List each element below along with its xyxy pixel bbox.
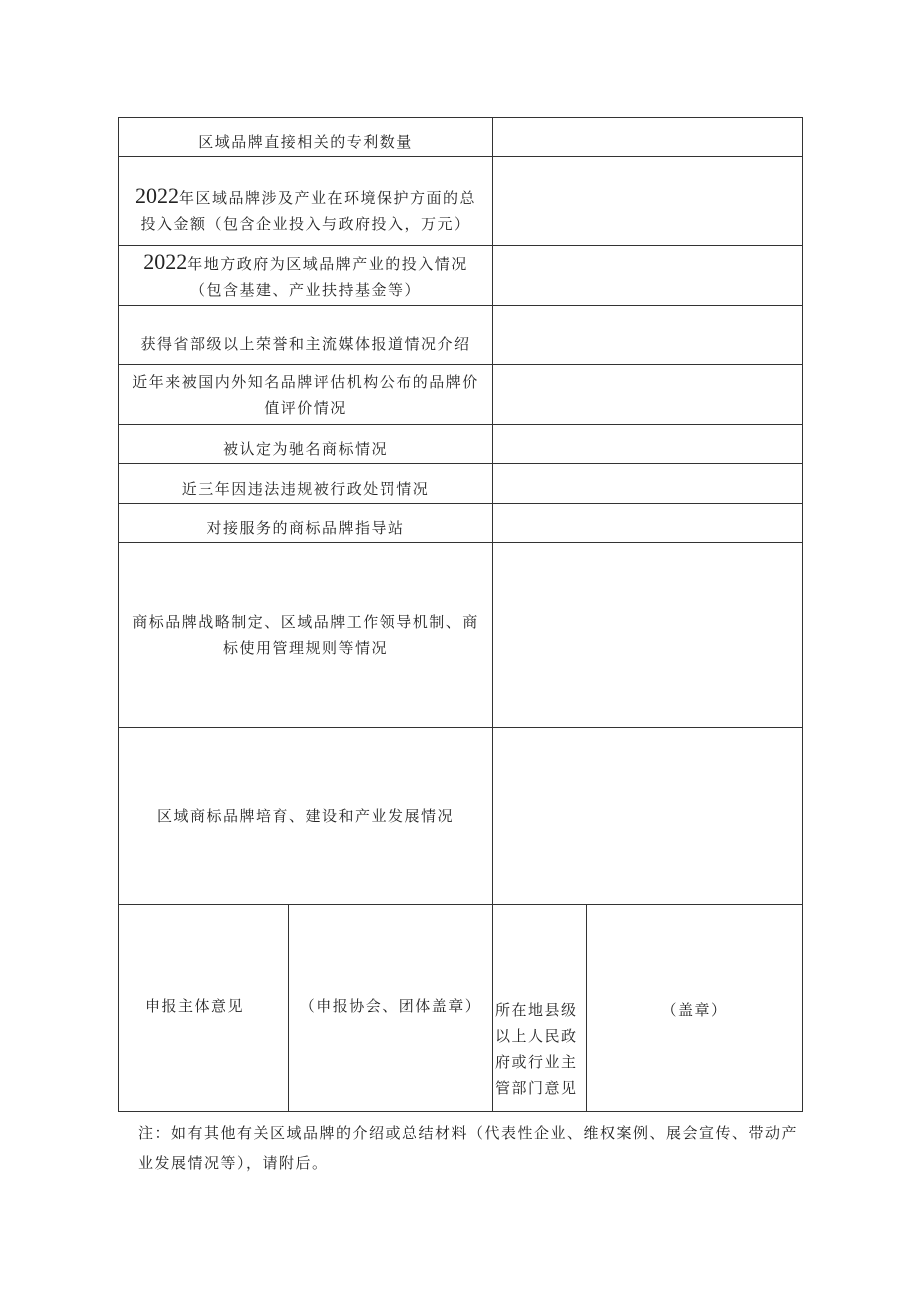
table-row: [119, 543, 803, 728]
row-value[interactable]: [493, 306, 803, 365]
row-value[interactable]: [493, 543, 803, 728]
row-label: 近年来被国内外知名品牌评估机构公布的品牌价值评价情况: [119, 365, 493, 425]
row-label: 区域品牌直接相关的专利数量: [119, 118, 493, 157]
row-value[interactable]: [493, 504, 803, 543]
table-row: [119, 157, 803, 246]
row-value[interactable]: [493, 246, 803, 306]
row-value[interactable]: [493, 365, 803, 425]
row-label: 区域商标品牌培育、建设和产业发展情况: [119, 728, 493, 905]
table-row: [119, 464, 803, 504]
row-label: [119, 157, 493, 246]
table-row: [119, 728, 803, 905]
government-stamp-area: （盖章）: [587, 905, 803, 1112]
applicant-opinion-label: 申报主体意见: [119, 905, 289, 1112]
application-form-table: [118, 117, 803, 1112]
table-row: [119, 246, 803, 306]
row-label: 对接服务的商标品牌指导站: [119, 504, 493, 543]
table-row: [119, 306, 803, 365]
applicant-stamp-area: （申报协会、团体盖章）: [289, 905, 493, 1112]
row-label: 被认定为驰名商标情况: [119, 425, 493, 464]
row-value[interactable]: [493, 728, 803, 905]
row-value[interactable]: [493, 118, 803, 157]
signature-row: [119, 905, 803, 1112]
row-label: 近三年因违法违规被行政处罚情况: [119, 464, 493, 504]
table-row: [119, 118, 803, 157]
row-label-text: 年区域品牌涉及产业在环境保护方面的总投入金额（包含企业投入与政府投入，万元）: [140, 189, 477, 233]
government-opinion-label: 所在地县级以上人民政府或行业主管部门意见: [493, 905, 587, 1112]
row-year: 2022: [135, 183, 179, 208]
table-row: [119, 504, 803, 543]
table-row: [119, 425, 803, 464]
footnote: 注：如有其他有关区域品牌的介绍或总结材料（代表性企业、维权案例、展会宣传、带动产业发展情况等），请附后。: [138, 1124, 799, 1172]
row-value[interactable]: [493, 425, 803, 464]
row-label: [119, 246, 493, 306]
row-value[interactable]: [493, 157, 803, 246]
row-year: 2022: [143, 248, 188, 274]
row-label: 获得省部级以上荣誉和主流媒体报道情况介绍: [119, 306, 493, 365]
row-label-text: 年地方政府为区域品牌产业的投入情况（包含基建、产业扶持基金等）: [187, 254, 468, 299]
row-value[interactable]: [493, 464, 803, 504]
table-row: [119, 365, 803, 425]
row-label: 商标品牌战略制定、区域品牌工作领导机制、商标使用管理规则等情况: [119, 543, 493, 728]
